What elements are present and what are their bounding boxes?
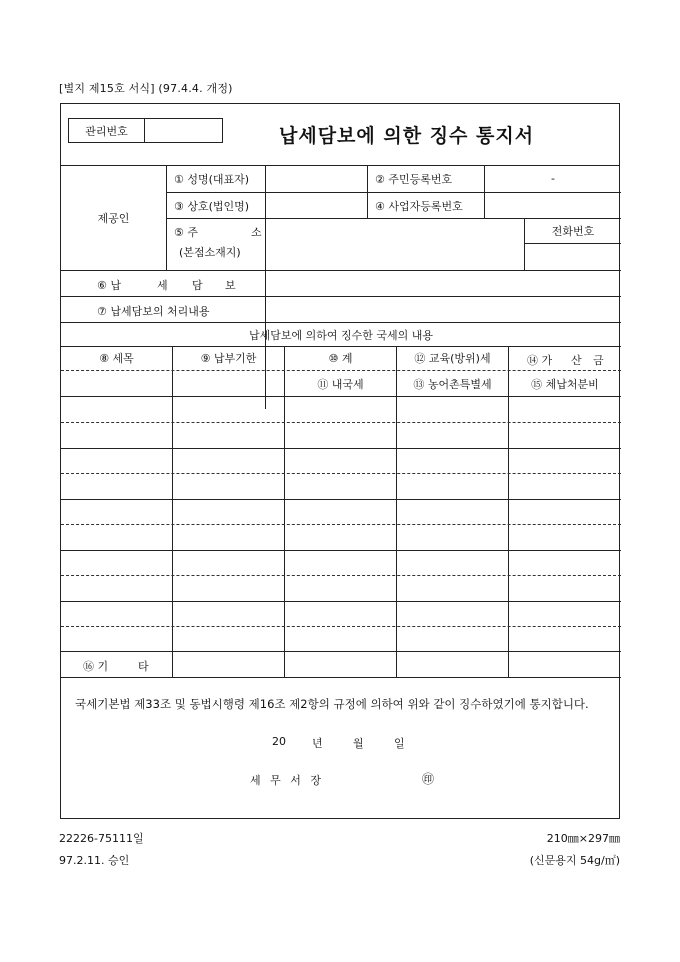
tax-office-head: 세 무 서 장: [250, 774, 324, 787]
date-year-unit: 년: [312, 737, 323, 750]
col-additional-b: 산: [571, 354, 582, 367]
table-row: [61, 524, 621, 525]
etc-label-b: 타: [138, 660, 149, 673]
title-row: [61, 104, 619, 166]
table-row: [61, 422, 621, 423]
address-label-2: 소: [251, 226, 262, 239]
date-day-unit: 일: [394, 737, 405, 750]
address-field[interactable]: [266, 219, 524, 270]
biz-number-field[interactable]: [485, 193, 621, 218]
col-additional-c: 금: [593, 354, 604, 367]
name-field[interactable]: [266, 165, 367, 192]
pledge-label-d: 보: [225, 279, 236, 292]
form-title: 납세담보에 의한 징수 통지서: [279, 125, 535, 147]
paper-size: 210㎜×297㎜: [546, 832, 620, 845]
etc-label-a: ⑯ 기: [83, 660, 109, 673]
form-code: 22226-75111일: [59, 832, 144, 845]
pledge-label-c: 담: [192, 279, 203, 292]
pledge-label-b: 세: [157, 279, 168, 292]
company-label: ③ 상호(법인명): [174, 199, 250, 213]
notice-form: [60, 103, 620, 819]
phone-field[interactable]: [525, 244, 621, 270]
handling-field[interactable]: [266, 297, 621, 322]
management-number-box: [68, 118, 223, 143]
rrn-label: ② 주민등록번호: [375, 172, 453, 186]
table-row: [61, 626, 621, 627]
provider-section-label: 제공인: [97, 211, 130, 225]
management-number-label: 관리번호: [69, 119, 145, 142]
pledge-label-a: ⑥ 납: [97, 279, 121, 292]
phone-label: 전화번호: [551, 225, 595, 238]
table-row: [61, 575, 621, 576]
tax-table-caption: 납세담보에 의하여 징수한 국세의 내용: [248, 328, 433, 342]
col-total: ⑩ 계: [328, 352, 353, 365]
paper-spec: (신문용지 54g/㎡): [529, 854, 620, 867]
date-year: 20: [272, 735, 286, 748]
date-month-unit: 월: [353, 737, 364, 750]
notice-body: 국세기본법 제33조 및 동법시행령 제16조 제2항의 규정에 의하여 위와 같이 징수하였기에 통지합니다.: [75, 697, 589, 711]
address-label-3: (본점소재지): [179, 246, 241, 259]
col-arrears-fee: ⑮ 체납처분비: [531, 377, 599, 391]
table-row: [61, 473, 621, 474]
pledge-field[interactable]: [266, 271, 621, 296]
col-rural-special-tax: ⑬ 농어촌특별세: [413, 377, 492, 391]
col-domestic-tax: ⑪ 내국세: [317, 377, 364, 391]
seal-mark: ㊞: [422, 772, 435, 786]
form-number: [별지 제15호 서식] (97.4.4. 개정): [59, 82, 233, 95]
col-due-date: ⑨ 납부기한: [200, 352, 257, 365]
biz-number-label: ④ 사업자등록번호: [375, 199, 463, 213]
col-additional-a: ⑭ 가: [527, 354, 553, 367]
handling-label: ⑦ 납세담보의 처리내용: [97, 305, 210, 318]
company-field[interactable]: [266, 193, 367, 218]
rrn-field[interactable]: -: [551, 172, 555, 185]
name-label: ① 성명(대표자): [174, 172, 250, 186]
address-label-1: ⑤ 주: [174, 226, 198, 239]
col-education-tax: ⑫ 교육(방위)세: [414, 352, 491, 365]
col-tax-item: ⑧ 세목: [99, 352, 134, 365]
approval-date: 97.2.11. 승인: [59, 854, 130, 867]
